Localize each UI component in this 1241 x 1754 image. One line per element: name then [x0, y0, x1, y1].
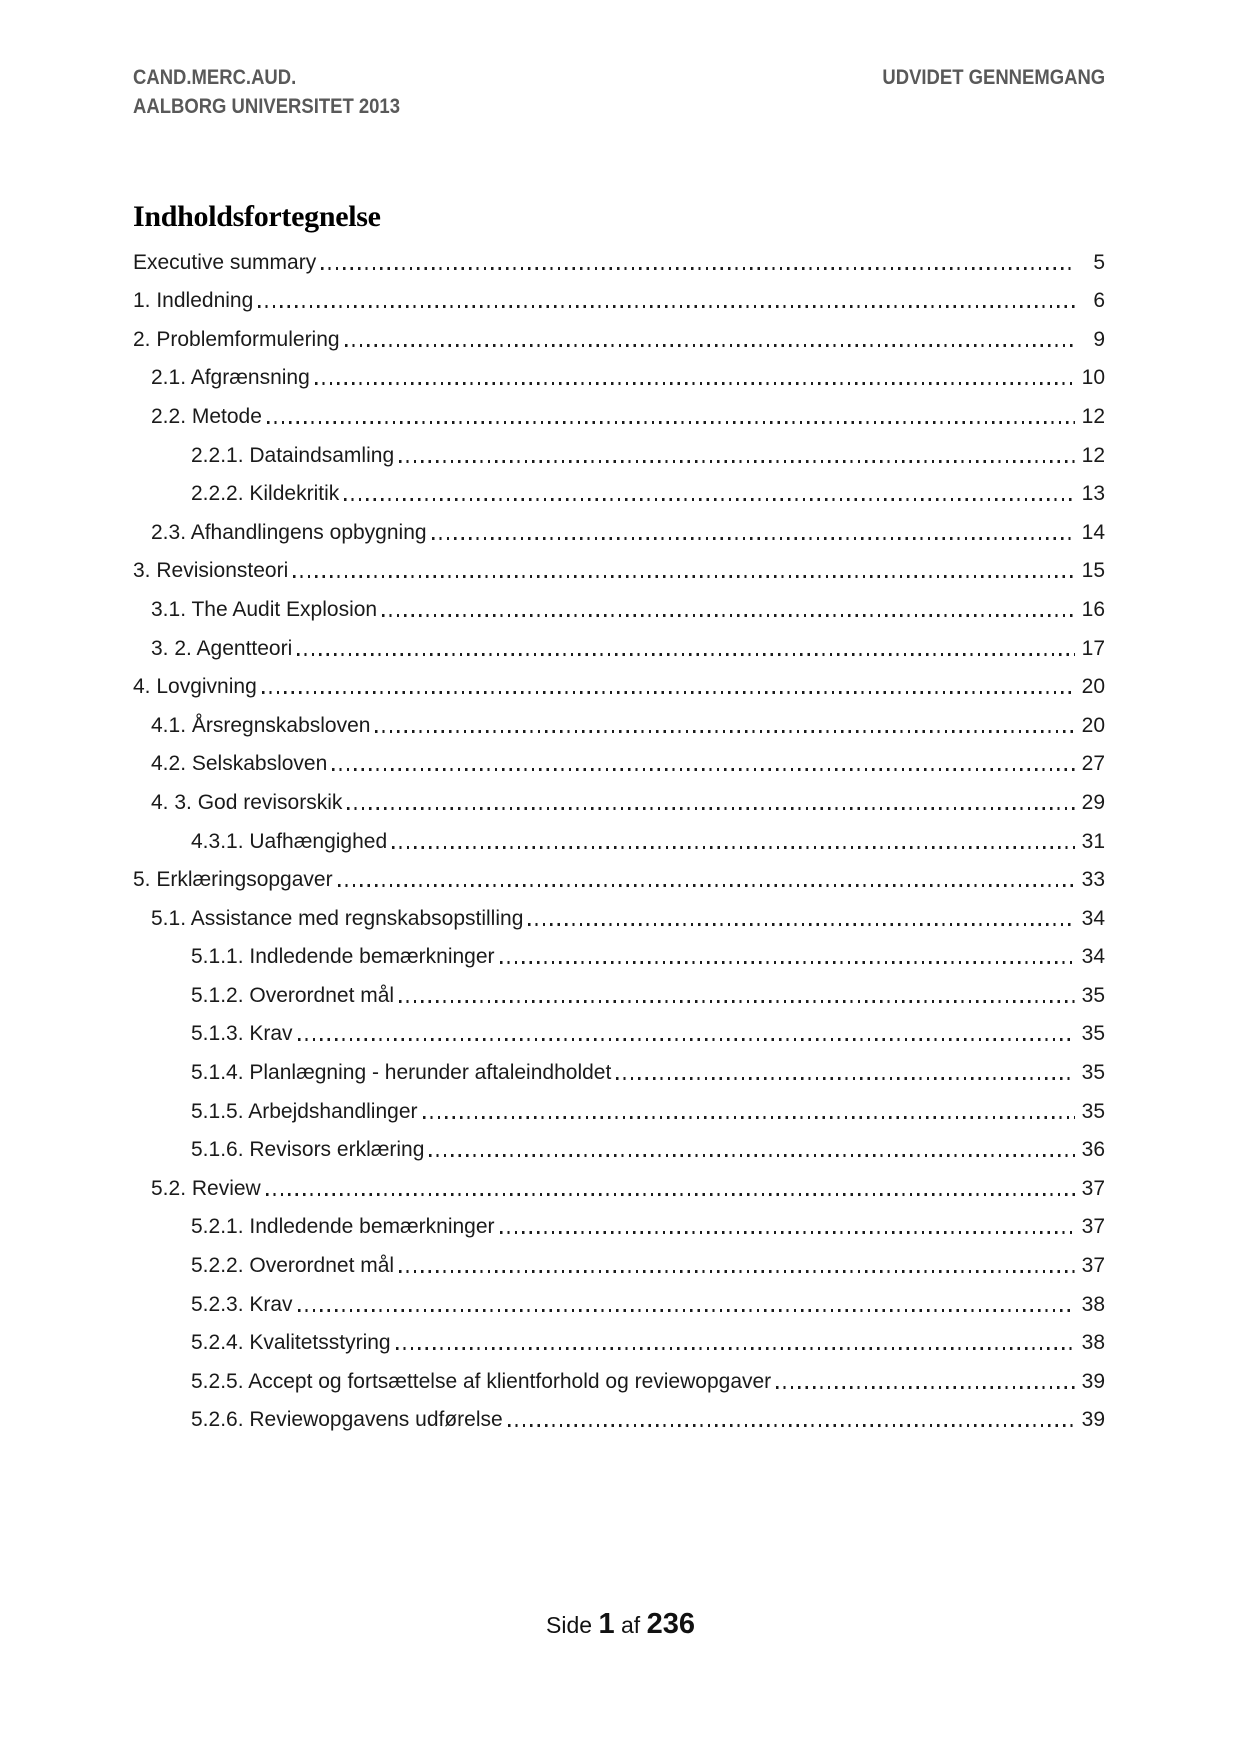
toc-entry-label: 4.1. Årsregnskabsloven — [151, 713, 371, 737]
toc-page-number: 37 — [1081, 1254, 1105, 1278]
toc-entry-label: Executive summary — [133, 250, 317, 274]
toc-entry[interactable] — [133, 1279, 1105, 1318]
toc-entry[interactable] — [133, 1009, 1105, 1048]
toc-entry-label: 2.2.1. Dataindsamling — [191, 443, 395, 467]
toc-page-number: 39 — [1081, 1369, 1105, 1393]
toc-page-number: 12 — [1081, 443, 1105, 467]
toc-entry-label: 2.1. Afgrænsning — [151, 366, 310, 390]
page-header — [133, 63, 1105, 121]
toc-entry[interactable] — [133, 700, 1105, 739]
toc-entry[interactable] — [133, 623, 1105, 662]
toc-entry[interactable] — [133, 276, 1105, 315]
toc-leader-dots — [267, 421, 1075, 424]
toc-leader-dots — [508, 1424, 1075, 1427]
footer-current-page: 1 — [598, 1608, 615, 1640]
toc-entry[interactable] — [133, 546, 1105, 585]
toc-leader-dots — [345, 344, 1076, 347]
toc-page-number: 35 — [1081, 983, 1105, 1007]
toc-leader-dots — [375, 730, 1074, 733]
toc-page-number: 34 — [1081, 945, 1105, 969]
toc-entry-label: 4. 3. God revisorskik — [151, 790, 343, 814]
toc-leader-dots — [266, 1193, 1075, 1196]
toc-page-number: 37 — [1081, 1215, 1105, 1239]
page-footer — [0, 1608, 1241, 1641]
toc-entry[interactable] — [133, 237, 1105, 276]
toc-entry-label: 3. Revisionsteori — [133, 559, 289, 583]
toc-entry[interactable] — [133, 1125, 1105, 1164]
toc-entry[interactable] — [133, 314, 1105, 353]
toc-entry[interactable] — [133, 1356, 1105, 1395]
toc-entry[interactable] — [133, 1202, 1105, 1241]
toc-page-number: 10 — [1081, 366, 1105, 390]
toc-leader-dots — [392, 846, 1074, 849]
toc-entry-label: 5.2.2. Overordnet mål — [191, 1254, 395, 1278]
toc-entry-label: 2.2. Metode — [151, 404, 262, 428]
toc-entry-label: 5.2.3. Krav — [191, 1292, 293, 1316]
toc-page-number: 29 — [1081, 790, 1105, 814]
toc-entry[interactable] — [133, 1086, 1105, 1125]
toc-page-number: 6 — [1093, 289, 1105, 313]
toc-entry-label: 5.1.1. Indledende bemærkninger — [191, 945, 495, 969]
toc-page-number: 20 — [1081, 675, 1105, 699]
toc-entry[interactable] — [133, 970, 1105, 1009]
toc-leader-dots — [321, 267, 1076, 270]
toc-page-number: 31 — [1081, 829, 1105, 853]
toc-leader-dots — [616, 1077, 1074, 1080]
toc-page-number: 35 — [1081, 1099, 1105, 1123]
toc-entry-label: 5.1.5. Arbejdshandlinger — [191, 1099, 418, 1123]
toc-entry-label: 4.2. Selskabsloven — [151, 752, 328, 776]
toc-entry[interactable] — [133, 430, 1105, 469]
toc-leader-dots — [262, 691, 1075, 694]
toc-entry-label: 5.1.4. Planlægning - herunder aftaleindholdet — [191, 1061, 612, 1085]
toc-page-number: 27 — [1081, 752, 1105, 776]
toc-leader-dots — [347, 807, 1074, 810]
toc-entry-label: 5.2.4. Kvalitetsstyring — [191, 1331, 391, 1355]
toc-entry-label: 2. Problemformulering — [133, 327, 340, 351]
toc-entry[interactable] — [133, 739, 1105, 778]
toc-entry[interactable] — [133, 1240, 1105, 1279]
toc-page-number: 14 — [1081, 520, 1105, 544]
toc-entry-label: 5.1.6. Revisors erklæring — [191, 1138, 425, 1162]
header-right-block — [882, 63, 1105, 92]
toc-page-number: 17 — [1081, 636, 1105, 660]
toc-leader-dots — [399, 460, 1075, 463]
toc-entry[interactable] — [133, 816, 1105, 855]
toc-page-number: 20 — [1081, 713, 1105, 737]
toc-page-number: 12 — [1081, 404, 1105, 428]
toc-page-number: 36 — [1081, 1138, 1105, 1162]
toc-leader-dots — [315, 382, 1075, 385]
toc-entry-label: 5.2.6. Reviewopgavens udførelse — [191, 1408, 503, 1432]
toc-page-number: 13 — [1081, 482, 1105, 506]
toc-page-number: 35 — [1081, 1022, 1105, 1046]
toc-entry[interactable] — [133, 893, 1105, 932]
footer-word-af: af — [621, 1612, 641, 1638]
toc-entry[interactable] — [133, 1318, 1105, 1357]
header-program-name: CAND.MERC.AUD. — [133, 66, 297, 89]
toc-page-number: 38 — [1081, 1292, 1105, 1316]
toc-leader-dots — [258, 305, 1076, 308]
toc-entry[interactable] — [133, 932, 1105, 971]
toc-entry-label: 2.3. Afhandlingens opbygning — [151, 520, 427, 544]
toc-entry[interactable] — [133, 353, 1105, 392]
toc-page-number: 38 — [1081, 1331, 1105, 1355]
toc-entry-label: 4.3.1. Uafhængighed — [191, 829, 388, 853]
toc-entry-label: 5.2.1. Indledende bemærkninger — [191, 1215, 495, 1239]
toc-entry[interactable] — [133, 777, 1105, 816]
toc-entry-label: 3. 2. Agentteori — [151, 636, 293, 660]
toc-entry[interactable] — [133, 391, 1105, 430]
toc-leader-dots — [298, 1038, 1075, 1041]
toc-page-number: 5 — [1093, 250, 1105, 274]
toc-page-number: 9 — [1093, 327, 1105, 351]
toc-entry-label: 5.2. Review — [151, 1176, 261, 1200]
toc-leader-dots — [429, 1154, 1074, 1157]
toc-leader-dots — [332, 768, 1074, 771]
header-university-name: AALBORG UNIVERSITET 2013 — [133, 95, 400, 118]
toc-leader-dots — [297, 653, 1074, 656]
toc-entry[interactable] — [133, 584, 1105, 623]
toc-entry-label: 5. Erklæringsopgaver — [133, 868, 333, 892]
toc-entry[interactable] — [133, 469, 1105, 508]
toc-page-number: 37 — [1081, 1176, 1105, 1200]
header-left-block — [133, 63, 400, 121]
toc-entry[interactable] — [133, 662, 1105, 701]
toc-leader-dots — [528, 923, 1074, 926]
toc-entry-label: 3.1. The Audit Explosion — [151, 597, 378, 621]
toc-leader-dots — [338, 884, 1075, 887]
toc-leader-dots — [293, 575, 1074, 578]
toc-leader-dots — [500, 1231, 1075, 1234]
toc-leader-dots — [298, 1309, 1075, 1312]
header-thesis-topic: UDVIDET GENNEMGANG — [882, 66, 1105, 89]
toc-entry-label: 5.2.5. Accept og fortsættelse af klientforhold og reviewopgaver — [191, 1369, 772, 1393]
toc-leader-dots — [396, 1347, 1075, 1350]
footer-total-pages: 236 — [646, 1608, 695, 1640]
toc-page-number: 34 — [1081, 906, 1105, 930]
toc-entry-label: 5.1. Assistance med regnskabsopstilling — [151, 906, 524, 930]
toc-entry[interactable] — [133, 855, 1105, 894]
toc-page-number: 39 — [1081, 1408, 1105, 1432]
toc-page-number: 35 — [1081, 1061, 1105, 1085]
footer-word-side: Side — [546, 1612, 593, 1638]
toc-entry-label: 4. Lovgivning — [133, 675, 257, 699]
toc-entry-label: 5.1.2. Overordnet mål — [191, 983, 395, 1007]
toc-page-number: 15 — [1081, 559, 1105, 583]
toc-page-number: 33 — [1081, 868, 1105, 892]
toc-entry[interactable] — [133, 1047, 1105, 1086]
toc-leader-dots — [399, 1000, 1075, 1003]
toc-entry[interactable] — [133, 507, 1105, 546]
toc-leader-dots — [399, 1270, 1075, 1273]
toc-leader-dots — [423, 1116, 1075, 1119]
toc-entry[interactable] — [133, 1395, 1105, 1434]
toc-leader-dots — [776, 1386, 1074, 1389]
toc-leader-dots — [344, 498, 1074, 501]
toc-entry-label: 2.2.2. Kildekritik — [191, 482, 340, 506]
toc-leader-dots — [500, 961, 1075, 964]
toc-entry-label: 5.1.3. Krav — [191, 1022, 293, 1046]
toc-entry-label: 1. Indledning — [133, 289, 254, 313]
toc-leader-dots — [382, 614, 1075, 617]
toc-page-number: 16 — [1081, 597, 1105, 621]
toc-entry[interactable] — [133, 1163, 1105, 1202]
toc-title: Indholdsfortegnelse — [133, 200, 381, 233]
table-of-contents — [133, 237, 1105, 1433]
toc-leader-dots — [432, 537, 1075, 540]
